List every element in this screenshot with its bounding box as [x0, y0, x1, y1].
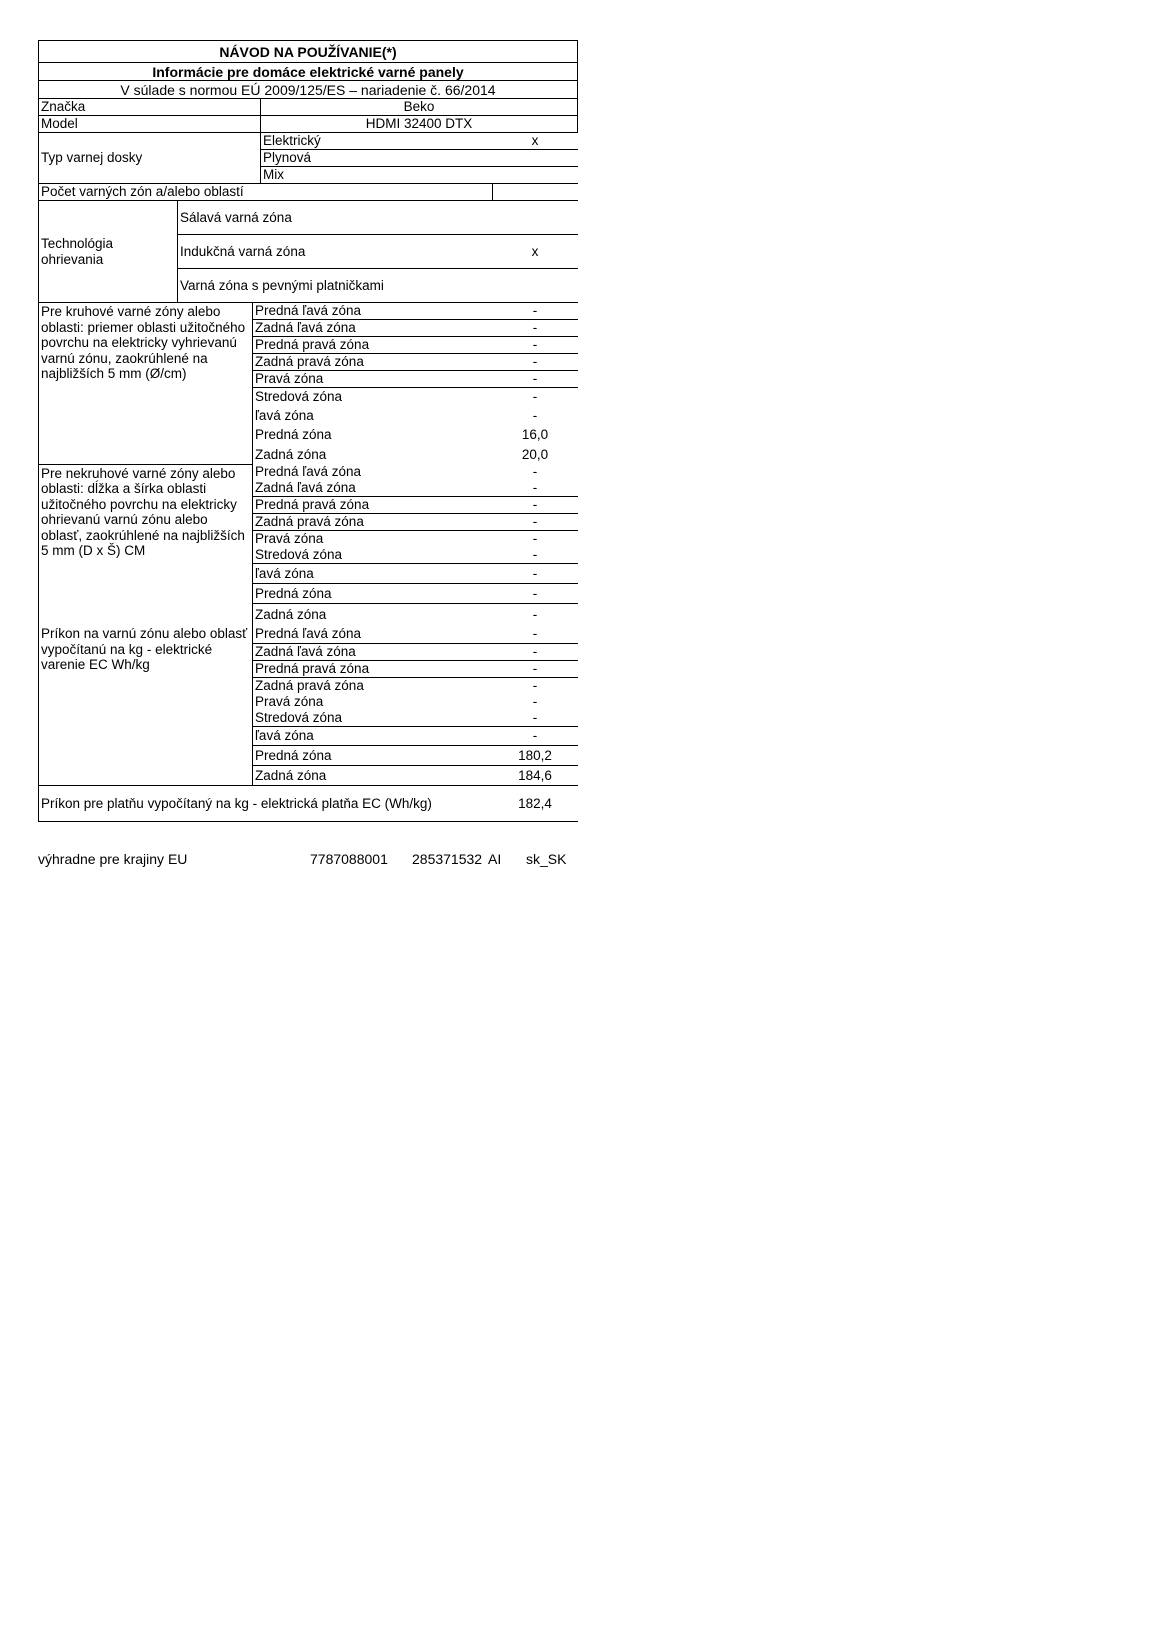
zone-value: - — [493, 710, 578, 727]
zone-name: Stredová zóna — [253, 547, 493, 564]
zone-value: - — [532, 389, 538, 404]
zone-count-label: Počet varných zón a/alebo oblastí — [39, 184, 493, 201]
zone-value: - — [532, 626, 538, 641]
zone-name: Zadná ľavá zóna — [253, 320, 493, 337]
zone-name: Zadná zóna — [253, 604, 493, 626]
technology-label: Technológia ohrievania — [39, 201, 178, 303]
zone-count-value — [493, 184, 578, 201]
hob-type-mark: x — [493, 133, 578, 150]
zone-name: Predná zóna — [253, 425, 493, 445]
zone-value: - — [493, 303, 578, 320]
zone-name: Predná zóna — [253, 584, 493, 604]
footer-code-1: 7787088001 — [310, 851, 388, 867]
zone-value: 184,6 — [493, 766, 578, 786]
zone-value: 20,0 — [521, 446, 549, 462]
zone-value: - — [493, 727, 578, 746]
footer-region: výhradne pre krajiny EU — [38, 851, 188, 867]
plate-consumption-value: 182,4 — [493, 786, 578, 822]
zone-name: Predná pravá zóna — [253, 337, 493, 354]
zone-value: - — [493, 371, 578, 388]
document-title: NÁVOD NA POUŽÍVANIE(*) — [39, 41, 578, 63]
zone-value: - — [532, 606, 538, 622]
zone-name: Zadná zóna — [253, 445, 493, 464]
technology-option: Sálavá varná zóna — [178, 201, 493, 235]
zone-value: - — [493, 661, 578, 678]
zone-value: 180,2 — [493, 746, 578, 766]
hob-type-option: Mix — [261, 167, 493, 184]
technology-mark: x — [493, 235, 578, 269]
model-value: HDMI 32400 DTX — [261, 116, 578, 133]
technology-mark — [493, 201, 578, 235]
hob-type-option: Plynová — [261, 150, 493, 167]
footer-code-2: 285371532 — [412, 851, 483, 867]
footer-locale: sk_SK — [526, 851, 567, 867]
zone-name: Predná pravá zóna — [253, 661, 493, 678]
zone-name: ľavá zóna — [253, 564, 493, 584]
circular-zones-label: Pre kruhové varné zóny alebo oblasti: priemer oblasti užitočného povrchu na elektricky vyhrievanú varnú zónu, zaokrúhlené na najbližších 5 mm (Ø/cm) — [39, 303, 253, 465]
zone-value: - — [532, 407, 538, 423]
zone-name: ľavá zóna — [253, 727, 493, 746]
zone-value: - — [493, 354, 578, 371]
zone-value: - — [493, 320, 578, 337]
zone-name: Zadná zóna — [253, 766, 493, 786]
zone-value: - — [493, 497, 578, 514]
model-label: Model — [39, 116, 261, 133]
zone-name: Stredová zóna — [253, 388, 493, 407]
zone-name: Pravá zóna — [253, 531, 493, 548]
zone-name: Predná zóna — [253, 746, 493, 766]
energy-label-sheet — [38, 40, 577, 822]
technology-option: Indukčná varná zóna — [178, 235, 493, 269]
document-subtitle: Informácie pre domáce elektrické varné panely — [39, 63, 578, 81]
hob-type-option: Elektrický — [261, 133, 493, 150]
zone-name: Predná pravá zóna — [253, 497, 493, 514]
norm-reference: V súlade s normou EÚ 2009/125/ES – nariadenie č. 66/2014 — [39, 81, 578, 99]
zone-value: - — [493, 480, 578, 497]
zone-value: - — [532, 694, 538, 709]
zone-name: Predná ľavá zóna — [253, 625, 493, 644]
brand-value: Beko — [261, 99, 578, 116]
consumption-label: Príkon na varnú zónu alebo oblasť vypočítanú na kg - elektrické varenie EC Wh/kg — [39, 625, 253, 786]
zone-name: Zadná pravá zóna — [253, 514, 493, 531]
non-circular-zones-label: Pre nekruhové varné zóny alebo oblasti: dĺžka a šírka oblasti užitočného povrchu na elektricky ohrievanú varnú zónu alebo oblasť, zaokrúhlené na najbližších 5 mm (D x Š) CM — [39, 464, 253, 625]
info-table — [38, 40, 578, 822]
zone-name: Zadná pravá zóna — [253, 354, 493, 371]
zone-name: Pravá zóna — [253, 371, 493, 388]
zone-name: Pravá zóna — [253, 694, 493, 710]
zone-value: 16,0 — [521, 427, 549, 442]
zone-name: Predná ľavá zóna — [253, 464, 493, 480]
zone-name: ľavá zóna — [253, 406, 493, 425]
zone-name: Zadná ľavá zóna — [253, 480, 493, 497]
zone-value: - — [493, 584, 578, 604]
brand-label: Značka — [39, 99, 261, 116]
footer-code-3: AI — [488, 851, 502, 867]
zone-value: - — [532, 464, 538, 479]
hob-type-mark — [493, 167, 578, 184]
zone-name: Zadná ľavá zóna — [253, 644, 493, 661]
zone-value: - — [532, 531, 538, 546]
technology-mark — [493, 269, 578, 303]
technology-option: Varná zóna s pevnými platničkami — [178, 269, 493, 303]
hob-type-label: Typ varnej dosky — [39, 133, 261, 184]
zone-name: Zadná pravá zóna — [253, 678, 493, 695]
zone-name: Predná ľavá zóna — [253, 303, 493, 320]
plate-consumption-label: Príkon pre platňu vypočítaný na kg - elektrická platňa EC (Wh/kg) — [39, 786, 493, 822]
zone-value: - — [532, 678, 538, 693]
zone-value: - — [532, 337, 538, 352]
zone-name: Stredová zóna — [253, 710, 493, 727]
zone-value: - — [493, 547, 578, 564]
zone-value: - — [493, 564, 578, 584]
zone-value: - — [493, 514, 578, 531]
zone-value: - — [493, 644, 578, 661]
hob-type-mark — [493, 150, 578, 167]
footer — [38, 851, 598, 869]
